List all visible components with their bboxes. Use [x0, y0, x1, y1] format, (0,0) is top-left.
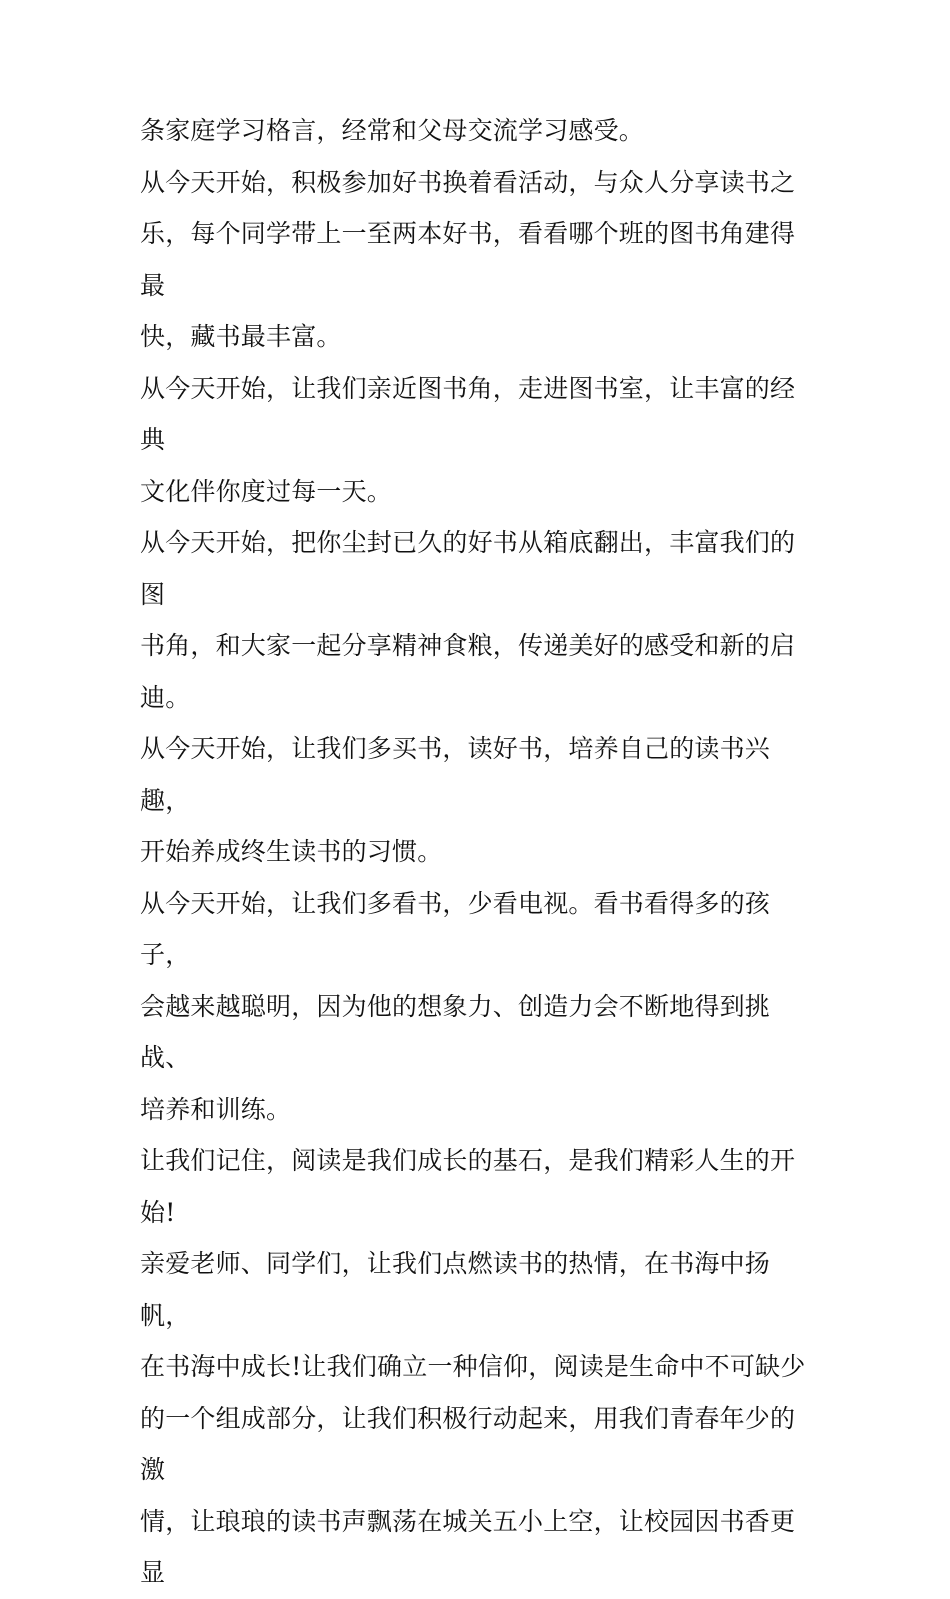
text-line: 从今天开始，让我们多看书，少看电视。看书看得多的孩子， [140, 888, 771, 969]
text-line: 亲爱老师、同学们，让我们点燃读书的热情，在书海中扬帆， [140, 1249, 771, 1330]
text-line: 从今天开始，让我们多买书，读好书，培养自己的读书兴趣， [140, 734, 771, 815]
text-line: 的一个组成部分，让我们积极行动起来，用我们青春年少的激 [140, 1403, 796, 1484]
text-line: 从今天开始，积极参加好书换着看活动，与众人分享读书之 [140, 167, 796, 197]
text-line: 开始养成终生读书的习惯。 [140, 837, 443, 866]
text-line: 乐，每个同学带上一至两本好书，看看哪个班的图书角建得最 [140, 219, 796, 300]
text-line: 从今天开始，让我们亲近图书角，走进图书室，让丰富的经典 [140, 373, 796, 454]
text-line: 会越来越聪明，因为他的想象力、创造力会不断地得到挑战、 [140, 991, 771, 1072]
text-line: 从今天开始，把你尘封已久的好书从箱底翻出，丰富我们的图 [140, 528, 796, 609]
text-line: 在书海中成长!让我们确立一种信仰，阅读是生命中不可缺少 [140, 1352, 806, 1381]
text-line: 让我们记住，阅读是我们成长的基石，是我们精彩人生的开 [140, 1146, 796, 1175]
text-line: 培养和训练。 [140, 1094, 292, 1124]
text-line: 条家庭学习格言，经常和父母交流学习感受。 [140, 116, 645, 145]
text-line: 文化伴你度过每一天。 [140, 476, 393, 506]
text-line: 情，让琅琅的读书声飘荡在城关五小上空，让校园因书香更显 [140, 1506, 796, 1587]
document-body [140, 105, 820, 1599]
text-line: 快，藏书最丰富。 [140, 322, 342, 351]
text-line: 迪。 [140, 682, 191, 712]
text-line: 始! [140, 1197, 176, 1227]
text-line: 书角，和大家一起分享精神食粮，传递美好的感受和新的启 [140, 631, 796, 660]
